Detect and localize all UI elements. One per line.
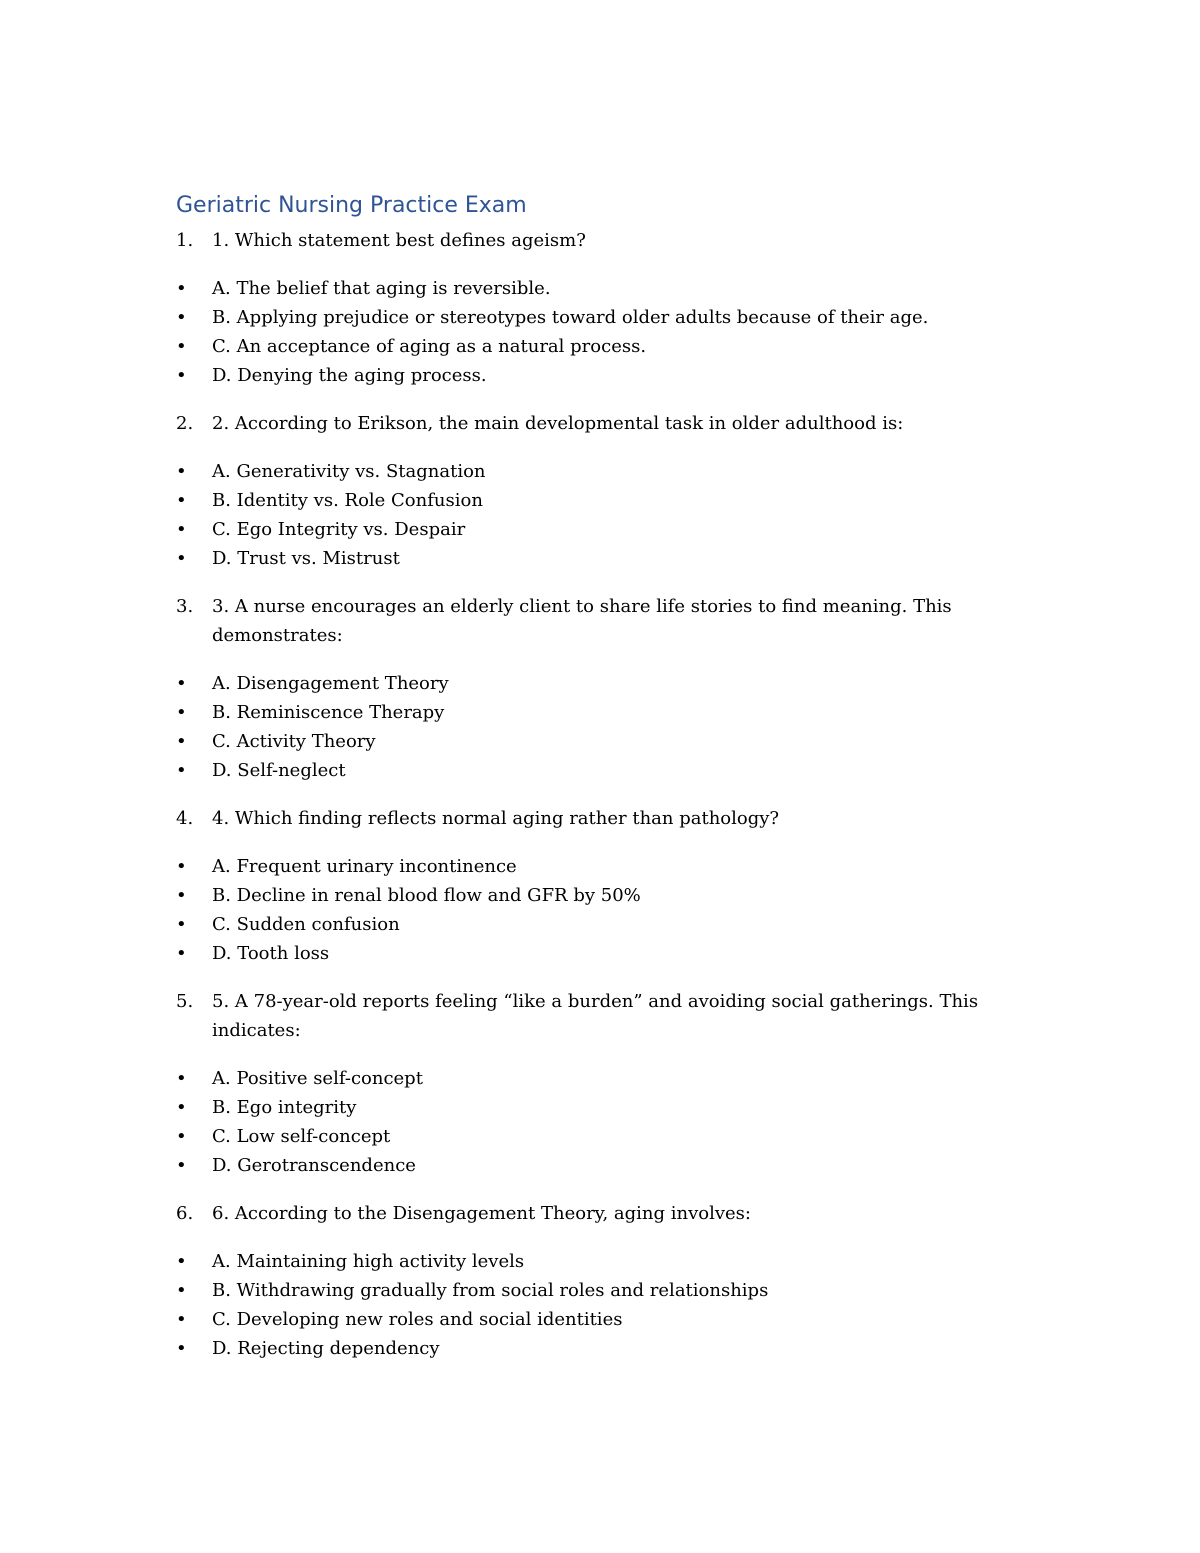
option-text: B. Reminiscence Therapy	[212, 702, 445, 723]
option-b	[176, 486, 996, 515]
bullet-icon: •	[176, 1338, 187, 1359]
question-stem	[176, 1199, 996, 1228]
option-list	[176, 274, 996, 390]
option-text: C. Sudden confusion	[212, 914, 400, 935]
bullet-icon: •	[176, 702, 187, 723]
question-5	[176, 987, 996, 1180]
option-text: C. Developing new roles and social identities	[212, 1309, 623, 1330]
option-text: A. Generativity vs. Stagnation	[212, 461, 486, 482]
option-d	[176, 1151, 996, 1180]
option-d	[176, 361, 996, 390]
bullet-icon: •	[176, 1097, 187, 1118]
bullet-icon: •	[176, 914, 187, 935]
option-text: C. An acceptance of aging as a natural process.	[212, 336, 647, 357]
bullet-icon: •	[176, 760, 187, 781]
option-d	[176, 1334, 996, 1363]
bullet-icon: •	[176, 307, 187, 328]
option-d	[176, 756, 996, 785]
question-number: 2.	[176, 413, 194, 434]
question-number: 4.	[176, 808, 194, 829]
bullet-icon: •	[176, 885, 187, 906]
option-text: C. Ego Integrity vs. Despair	[212, 519, 466, 540]
option-b	[176, 881, 996, 910]
bullet-icon: •	[176, 365, 187, 386]
option-a	[176, 1064, 996, 1093]
bullet-icon: •	[176, 1068, 187, 1089]
bullet-icon: •	[176, 1309, 187, 1330]
option-a	[176, 274, 996, 303]
option-a	[176, 1247, 996, 1276]
question-text: 2. According to Erikson, the main developmental task in older adulthood is:	[212, 413, 904, 434]
question-stem	[176, 409, 996, 438]
option-a	[176, 457, 996, 486]
bullet-icon: •	[176, 856, 187, 877]
question-text: 1. Which statement best defines ageism?	[212, 230, 586, 251]
bullet-icon: •	[176, 1155, 187, 1176]
option-text: B. Withdrawing gradually from social roles and relationships	[212, 1280, 769, 1301]
option-c	[176, 727, 996, 756]
option-text: A. Positive self-concept	[212, 1068, 423, 1089]
option-text: D. Gerotranscendence	[212, 1155, 416, 1176]
bullet-icon: •	[176, 548, 187, 569]
option-b	[176, 303, 996, 332]
question-4	[176, 804, 996, 968]
question-text: 6. According to the Disengagement Theory, aging involves:	[212, 1203, 751, 1224]
option-text: A. Frequent urinary incontinence	[212, 856, 517, 877]
option-text: B. Identity vs. Role Confusion	[212, 490, 483, 511]
question-number: 6.	[176, 1203, 194, 1224]
bullet-icon: •	[176, 490, 187, 511]
option-list	[176, 852, 996, 968]
question-text: 4. Which finding reflects normal aging rather than pathology?	[212, 808, 780, 829]
option-c	[176, 515, 996, 544]
option-text: A. The belief that aging is reversible.	[212, 278, 551, 299]
question-stem	[176, 592, 996, 650]
option-text: C. Activity Theory	[212, 731, 376, 752]
option-list	[176, 669, 996, 785]
option-d	[176, 544, 996, 573]
option-a	[176, 852, 996, 881]
question-text: 3. A nurse encourages an elderly client to share life stories to find meaning. This demonstrates:	[212, 596, 952, 646]
bullet-icon: •	[176, 461, 187, 482]
option-c	[176, 1122, 996, 1151]
question-stem	[176, 987, 996, 1045]
option-text: D. Rejecting dependency	[212, 1338, 440, 1359]
option-text: D. Denying the aging process.	[212, 365, 487, 386]
question-list	[176, 226, 996, 1382]
option-list	[176, 1064, 996, 1180]
option-text: D. Trust vs. Mistrust	[212, 548, 400, 569]
option-text: B. Applying prejudice or stereotypes toward older adults because of their age.	[212, 307, 929, 328]
option-b	[176, 1276, 996, 1305]
question-number: 5.	[176, 991, 194, 1012]
option-d	[176, 939, 996, 968]
option-text: D. Self-neglect	[212, 760, 346, 781]
question-1	[176, 226, 996, 390]
question-text: 5. A 78-year-old reports feeling “like a burden” and avoiding social gatherings. This indicates:	[212, 991, 979, 1041]
bullet-icon: •	[176, 519, 187, 540]
option-text: B. Decline in renal blood flow and GFR by 50%	[212, 885, 641, 906]
option-list	[176, 1247, 996, 1363]
option-c	[176, 910, 996, 939]
bullet-icon: •	[176, 1280, 187, 1301]
option-b	[176, 698, 996, 727]
question-stem	[176, 226, 996, 255]
option-c	[176, 332, 996, 361]
question-6	[176, 1199, 996, 1363]
option-list	[176, 457, 996, 573]
option-text: D. Tooth loss	[212, 943, 330, 964]
option-c	[176, 1305, 996, 1334]
option-text: B. Ego integrity	[212, 1097, 357, 1118]
option-b	[176, 1093, 996, 1122]
bullet-icon: •	[176, 336, 187, 357]
option-text: A. Maintaining high activity levels	[212, 1251, 525, 1272]
bullet-icon: •	[176, 1126, 187, 1147]
question-number: 1.	[176, 230, 194, 251]
question-3	[176, 592, 996, 785]
question-stem	[176, 804, 996, 833]
option-text: C. Low self-concept	[212, 1126, 391, 1147]
question-number: 3.	[176, 596, 194, 617]
document-title: Geriatric Nursing Practice Exam	[176, 193, 527, 218]
bullet-icon: •	[176, 943, 187, 964]
question-2	[176, 409, 996, 573]
bullet-icon: •	[176, 278, 187, 299]
bullet-icon: •	[176, 1251, 187, 1272]
option-a	[176, 669, 996, 698]
bullet-icon: •	[176, 673, 187, 694]
bullet-icon: •	[176, 731, 187, 752]
option-text: A. Disengagement Theory	[212, 673, 449, 694]
